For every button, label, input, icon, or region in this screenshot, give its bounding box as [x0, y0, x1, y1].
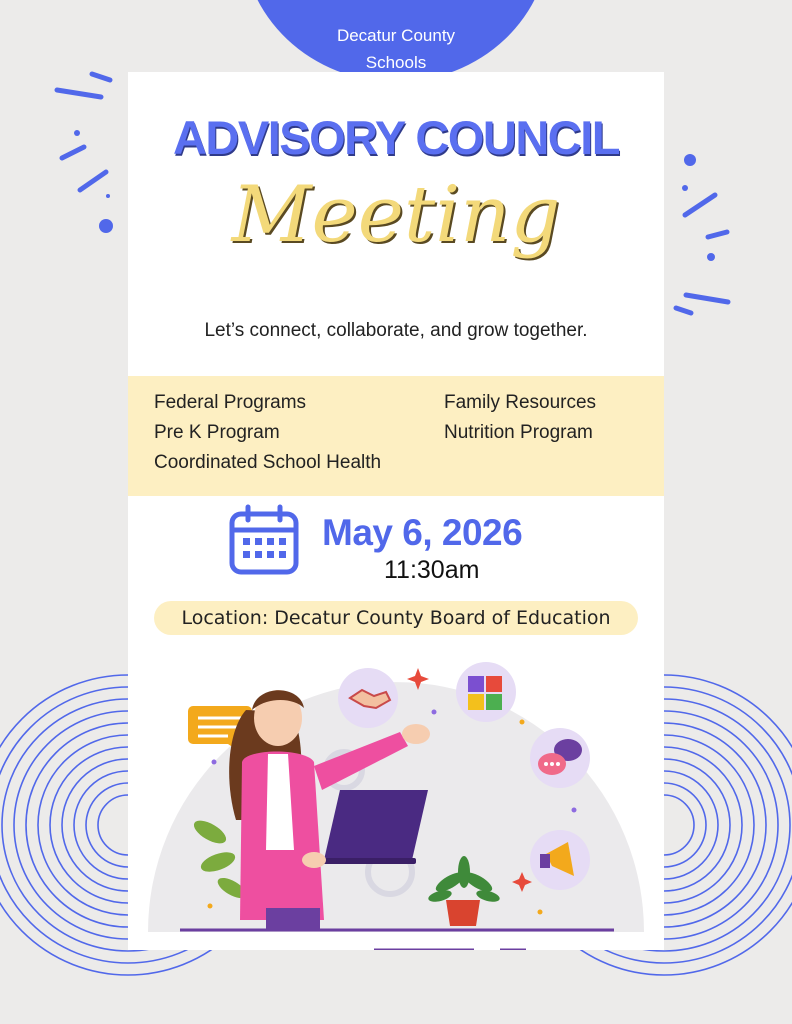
megaphone-icon [530, 830, 590, 890]
org-name [300, 22, 492, 76]
program-item: Coordinated School Health [154, 452, 382, 473]
event-date: May 6, 2026 [322, 512, 523, 553]
org-name-line1: Decatur County [336, 26, 456, 45]
location-badge: Location: Decatur County Board of Education [154, 601, 638, 635]
presenter-illustration [128, 650, 664, 950]
handshake-icon [338, 668, 398, 728]
programs-band [128, 376, 664, 496]
event-date-block [228, 502, 568, 592]
chat-icon [530, 728, 590, 788]
event-time: 11:30am [384, 556, 480, 584]
flyer-card [128, 72, 664, 950]
script-title: Meeting [231, 170, 561, 260]
page-title: ADVISORY COUNCIL [172, 111, 620, 164]
calendar-icon [228, 504, 300, 576]
program-item: Pre K Program [154, 422, 280, 443]
program-item: Federal Programs [154, 392, 307, 413]
program-item: Nutrition Program [444, 422, 593, 443]
program-item: Family Resources [444, 392, 597, 413]
tagline: Let’s connect, collaborate, and grow together. [204, 320, 588, 341]
puzzle-icon [456, 662, 516, 722]
org-name-line2: Schools [365, 53, 427, 72]
